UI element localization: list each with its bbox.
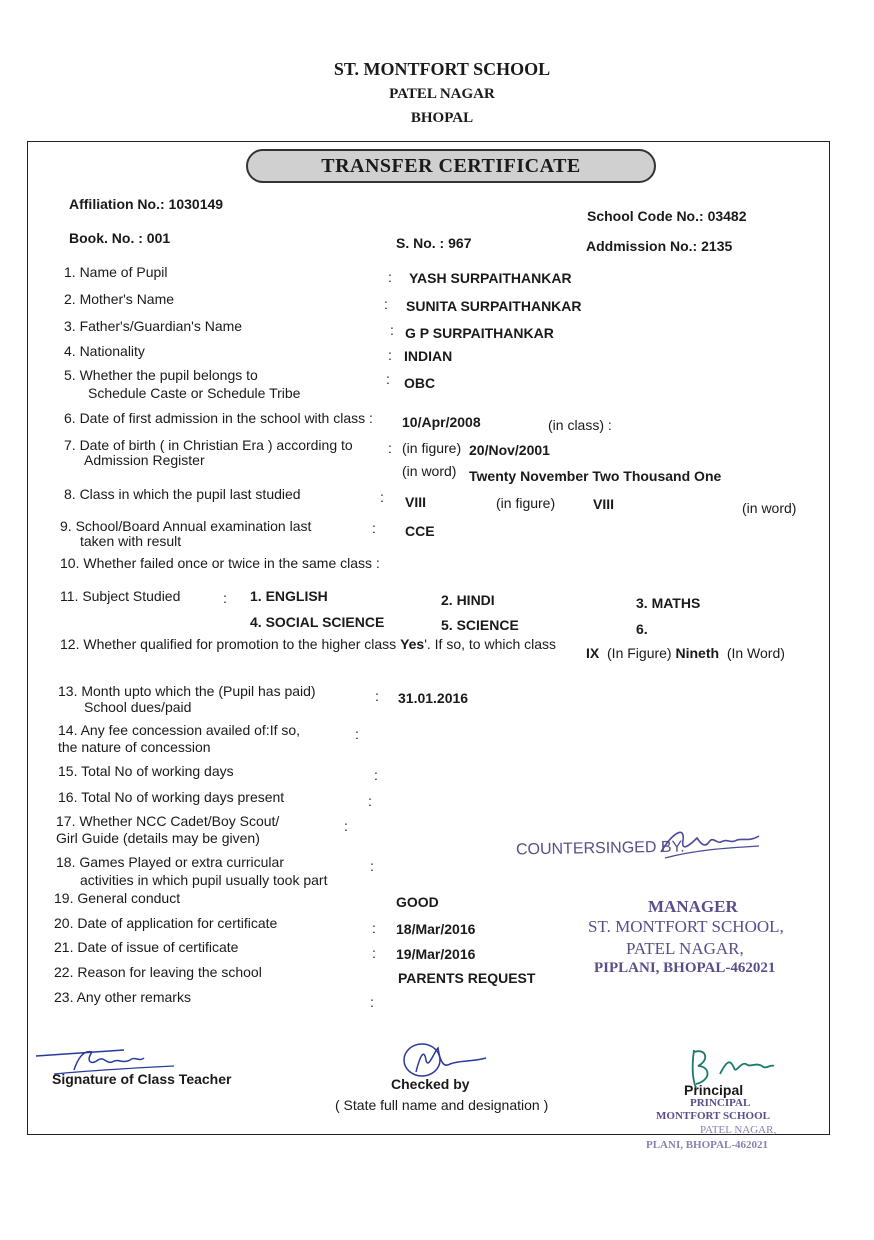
f13-label-1: 13. Month upto which the (Pupil has paid) [58,683,316,699]
principal-stamp-line-4: PLANI, BHOPAL-462021 [646,1139,769,1151]
f8-value-fig: VIII [405,494,427,510]
book-no: Book. No. : 001 [69,230,171,246]
f16-label: 16. Total No of working days present [58,789,285,805]
f4-label: 4. Nationality [64,343,145,359]
f7-label-2: Admission Register [84,452,205,468]
f11-colon: : [223,590,227,606]
f7-fig-value: 20/Nov/2001 [469,442,550,458]
subject-6: 6. [636,621,648,637]
subject-4: 4. SOCIAL SCIENCE [250,614,385,630]
f5-value: OBC [404,375,436,391]
f15-colon: : [374,767,378,783]
f11-label: 11. Subject Studied [60,588,181,604]
f13-colon: : [375,688,379,704]
f4-value: INDIAN [404,348,453,364]
manager-stamp-line-4: PIPLANI, BHOPAL-462021 [594,960,776,976]
subject-1: 1. ENGLISH [250,588,328,604]
f2-value: SUNITA SURPAITHANKAR [406,298,582,314]
principal-label: Principal [684,1082,744,1098]
f14-label-1: 14. Any fee concession availed of:If so, [58,722,301,738]
f18-label-2: activities in which pupil usually took part [80,872,328,888]
f1-label: 1. Name of Pupil [64,264,168,280]
f16-colon: : [368,793,372,809]
affiliation-no: Affiliation No.: 1030149 [69,196,224,212]
f7-word-value: Twenty November Two Thousand One [469,468,722,484]
f21-label: 21. Date of issue of certificate [54,939,239,955]
f9-label-1: 9. School/Board Annual examination last [60,518,312,534]
principal-stamp-line-3: PATEL NAGAR, [700,1124,777,1136]
f22-label: 22. Reason for leaving the school [54,964,262,980]
f3-colon: : [390,322,394,338]
f8-colon: : [380,489,384,505]
subject-2: 2. HINDI [441,592,495,608]
f9-label-2: taken with result [80,533,182,549]
f3-label: 3. Father's/Guardian's Name [64,318,243,334]
f17-label-2: Girl Guide (details may be given) [56,830,260,846]
f10-label: 10. Whether failed once or twice in the same class : [60,555,380,571]
f8-fig-label: (in figure) [496,495,556,511]
f8-word-label: (in word) [742,500,797,516]
f21-colon: : [372,945,376,961]
f15-label: 15. Total No of working days [58,763,234,779]
f20-value: 18/Mar/2016 [396,921,476,937]
f14-label-2: the nature of concession [58,739,211,755]
f17-colon: : [344,818,348,834]
f17-label-1: 17. Whether NCC Cadet/Boy Scout/ [56,813,280,829]
f19-label: 19. General conduct [54,890,181,906]
school-name: ST. MONTFORT SCHOOL [333,59,551,79]
f20-label: 20. Date of application for certificate [54,915,278,931]
manager-stamp-line-3: PATEL NAGAR, [626,939,744,958]
f13-label-2: School dues/paid [84,699,192,715]
f20-colon: : [372,920,376,936]
school-code: School Code No.: 03482 [587,208,747,224]
principal-stamp-line-2: MONTFORT SCHOOL [656,1110,771,1122]
f2-colon: : [384,296,388,312]
f6-suffix: (in class) : [548,417,612,433]
f8-label: 8. Class in which the pupil last studied [64,486,301,502]
class-teacher-label: Signature of Class Teacher [52,1071,232,1087]
admission-no: Addmission No.: 2135 [586,238,733,254]
f5-colon: : [386,371,390,387]
manager-stamp-line-2: ST. MONTFORT SCHOOL, [588,917,784,936]
f23-colon: : [370,994,374,1010]
f12-class: IX (In Figure) Nineth (In Word) [586,645,785,661]
f7-colon: : [388,440,392,456]
f18-colon: : [370,858,374,874]
f1-colon: : [388,269,392,285]
f7-fig-label: (in figure) [402,440,462,456]
certificate-title: TRANSFER CERTIFICATE [246,149,656,183]
f7-label-1: 7. Date of birth ( in Christian Era ) according to [64,437,353,453]
checked-by-label: Checked by [391,1076,470,1092]
manager-signature [655,822,765,864]
subject-5: 5. SCIENCE [441,617,519,633]
serial-no: S. No. : 967 [396,235,472,251]
f13-value: 31.01.2016 [398,690,469,706]
f23-label: 23. Any other remarks [54,989,191,1005]
f9-value: CCE [405,523,435,539]
f3-value: G P SURPAITHANKAR [405,325,554,341]
f12-line: 12. Whether qualified for promotion to the higher class Yes'. If so, to which class [60,636,557,652]
f6-label: 6. Date of first admission in the school with class : [64,410,373,426]
f22-value: PARENTS REQUEST [398,970,536,986]
school-city: BHOPAL [410,110,474,126]
f18-label-1: 18. Games Played or extra curricular [56,854,284,870]
f19-value: GOOD [396,894,439,910]
f14-colon: : [355,726,359,742]
countersigned-stamp: COUNTERSINGED BY. [515,838,685,859]
principal-stamp-line-1: PRINCIPAL [690,1097,751,1109]
checked-by-note: ( State full name and designation ) [335,1097,549,1113]
f2-label: 2. Mother's Name [64,291,175,307]
f5-label-2: Schedule Caste or Schedule Tribe [88,385,301,401]
manager-stamp-line-1: MANAGER [648,897,738,916]
f5-label-1: 5. Whether the pupil belongs to [64,367,258,383]
f8-value-word: VIII [593,496,615,512]
subject-3: 3. MATHS [636,595,701,611]
f21-value: 19/Mar/2016 [396,946,476,962]
f4-colon: : [388,347,392,363]
f1-value: YASH SURPAITHANKAR [409,270,572,286]
f7-word-label: (in word) [402,463,457,479]
f6-value: 10/Apr/2008 [402,414,481,430]
school-area: PATEL NAGAR [389,86,495,102]
f9-colon: : [372,520,376,536]
